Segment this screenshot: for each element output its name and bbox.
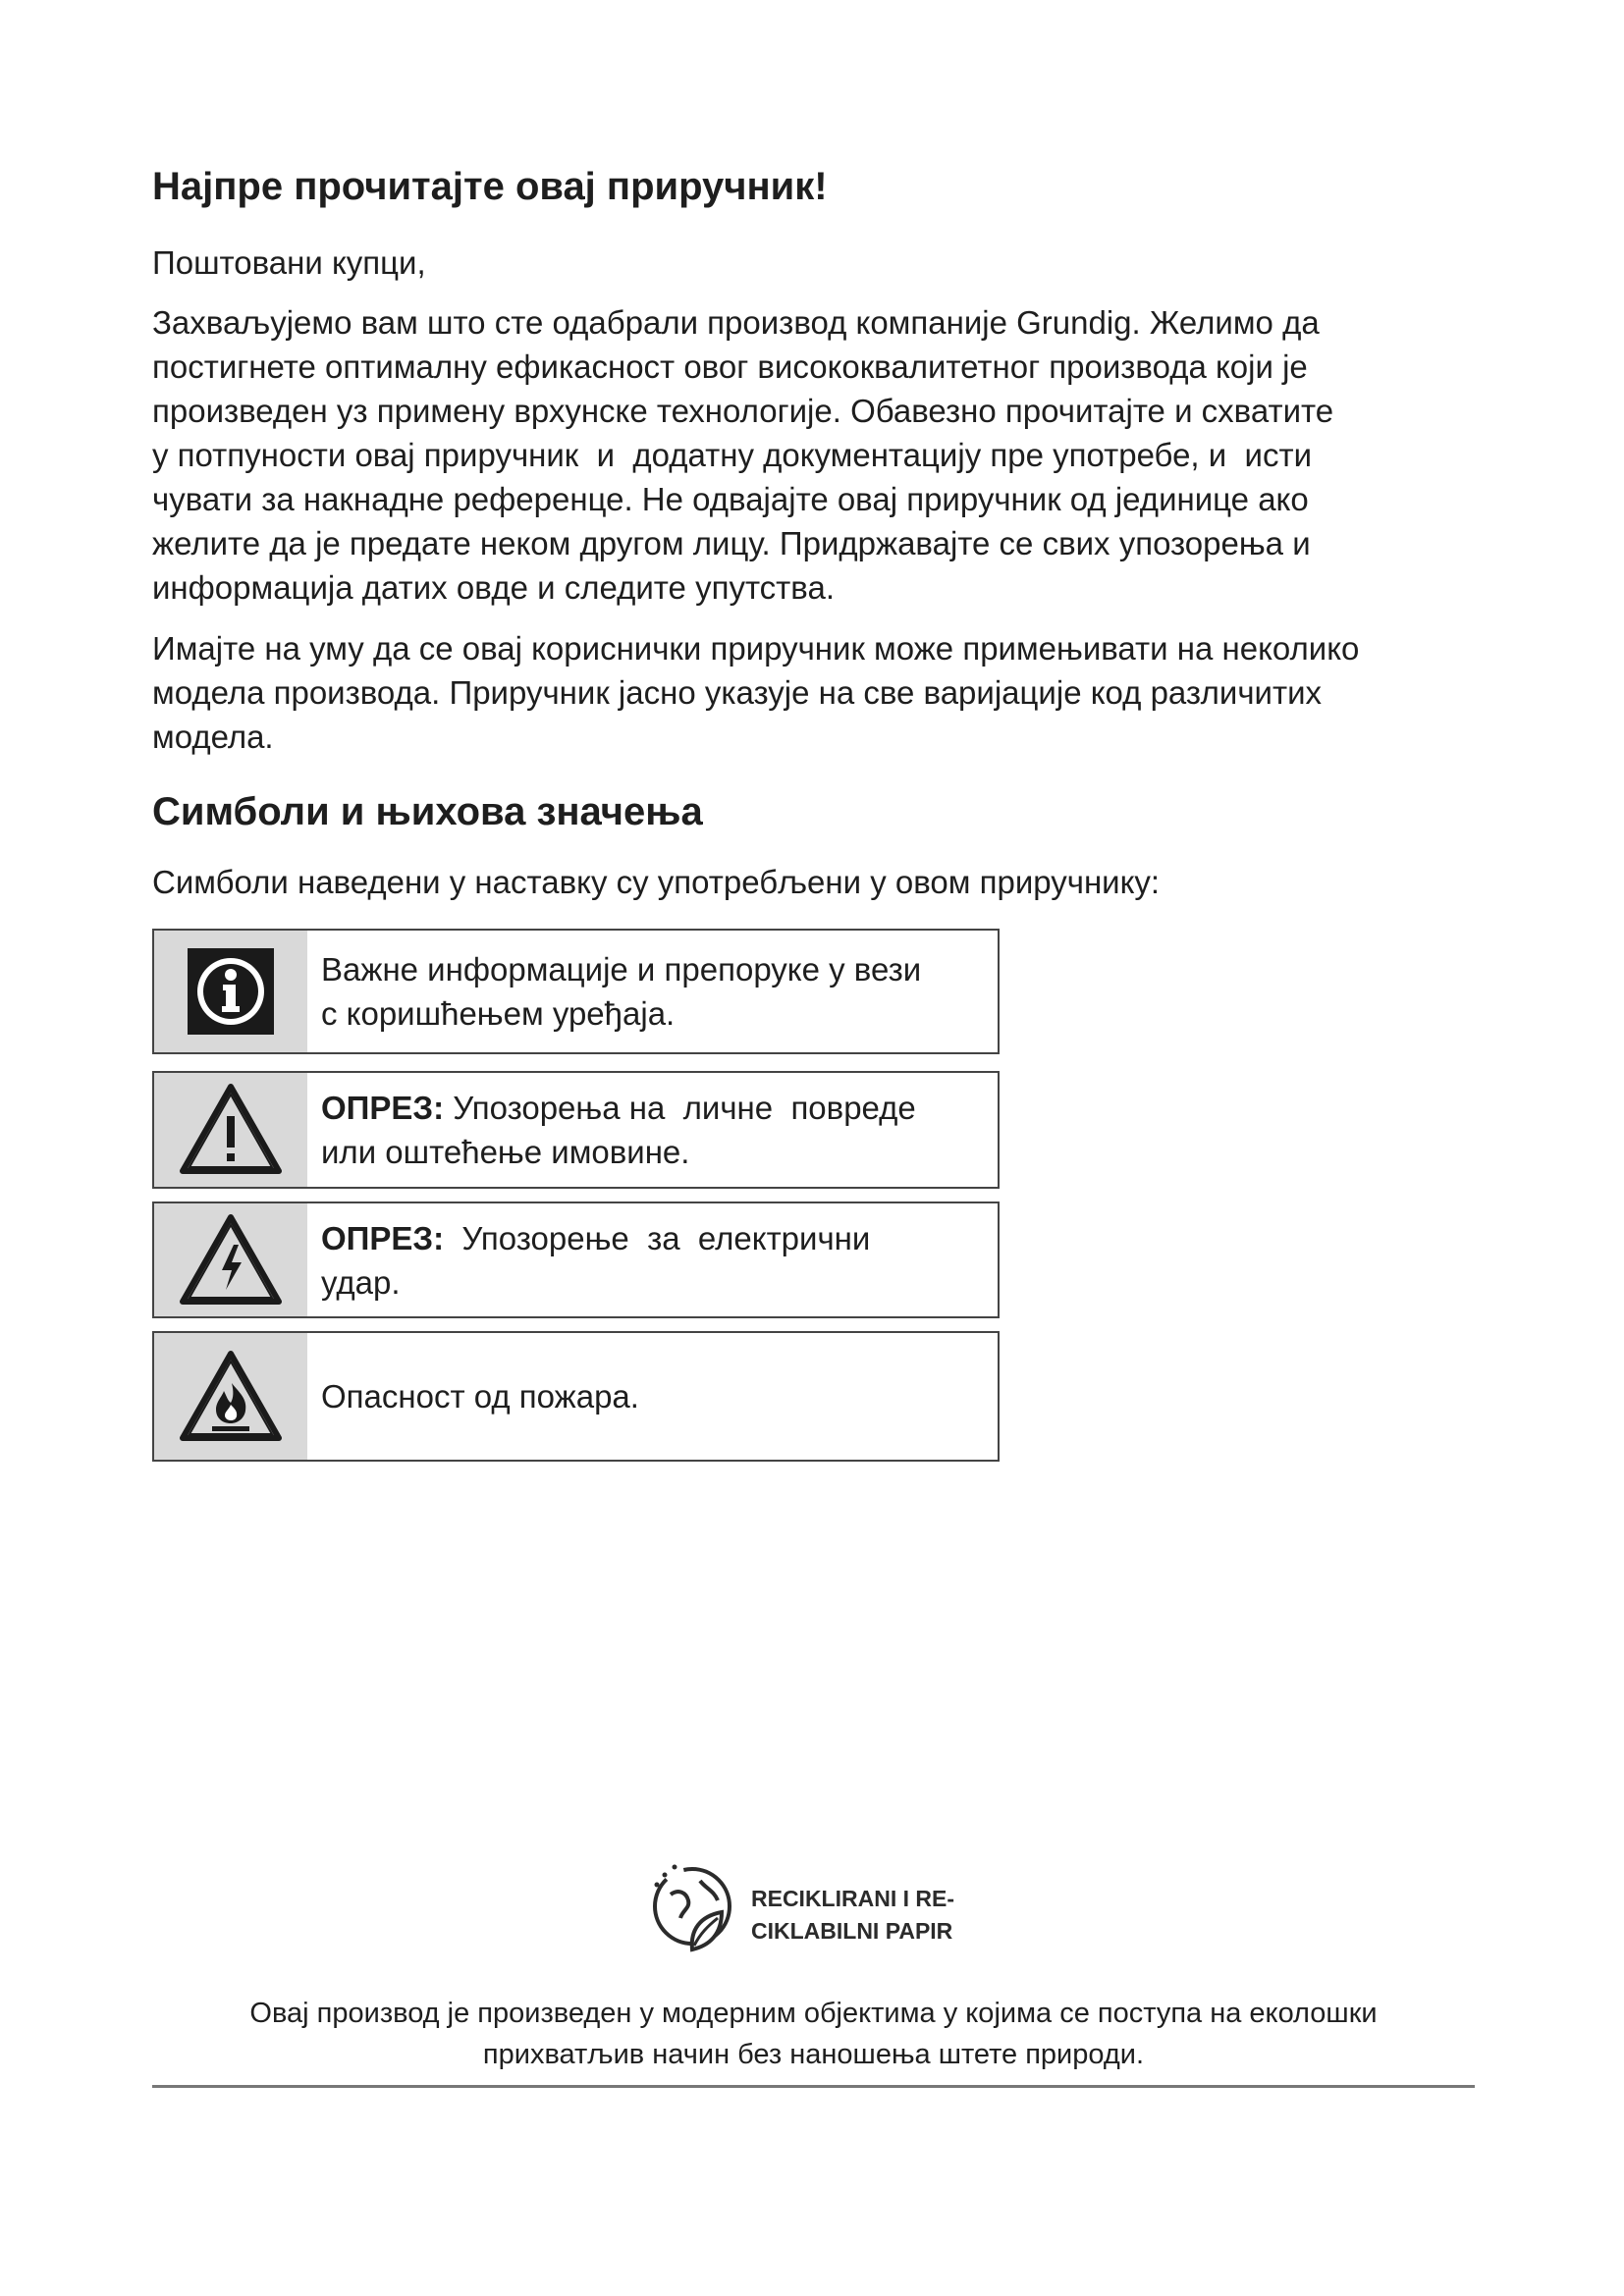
symbol-row-electric <box>152 1201 1000 1318</box>
electric-shock-icon <box>154 1203 307 1316</box>
intro-line: Захваљујемо вам што сте одабрали производ компаније Grundig. Желимо да <box>152 304 1320 341</box>
models-paragraph <box>152 626 1359 759</box>
eco-line: прихватљив начин без наношења штете природи. <box>482 2039 1145 2070</box>
electric-description <box>307 1203 998 1316</box>
caution-line: или оштећење имовине. <box>321 1134 690 1170</box>
recycled-paper-badge <box>643 1855 997 1973</box>
fire-hazard-icon <box>154 1333 307 1460</box>
intro-line: у потпуности овај приручник и додатну документацију пре употребе, и исти <box>152 437 1313 473</box>
section-title-symbols: Симболи и њихова значења <box>152 790 703 833</box>
recycled-line: CIKLABILNI PAPIR <box>751 1918 953 1944</box>
models-line: Имајте на уму да се овај кориснички приручник може примењивати на неколико <box>152 630 1360 667</box>
info-icon <box>154 931 307 1052</box>
footer-divider <box>152 2085 1475 2088</box>
recycled-paper-label <box>751 1883 954 1948</box>
eco-statement <box>152 1993 1475 2075</box>
symbols-intro: Симболи наведени у наставку су употребљени у овом приручнику: <box>152 864 1161 900</box>
electric-label: ОПРЕЗ: <box>321 1219 445 1256</box>
models-line: модела. <box>152 719 274 755</box>
warning-triangle-icon <box>154 1073 307 1187</box>
caution-line: Упозорења на личне повреде <box>444 1090 916 1126</box>
info-line: с коришћењем уређаја. <box>321 995 676 1032</box>
page-title: Најпре прочитајте овај приручник! <box>152 165 828 208</box>
caution-label: ОПРЕЗ: <box>321 1090 445 1126</box>
models-line: модела производа. Приручник јасно указује на све варијације код различитих <box>152 674 1323 711</box>
intro-line: постигнете оптималну ефикасност овог висококвалитетног производа који је <box>152 348 1308 385</box>
intro-line: информација датих овде и следите упутства. <box>152 569 835 606</box>
electric-line: удар. <box>321 1263 401 1301</box>
fire-line: Опасност од пожара. <box>321 1378 639 1415</box>
recycled-paper-icon <box>643 1855 741 1963</box>
intro-paragraph <box>152 300 1333 610</box>
symbol-row-fire <box>152 1331 1000 1462</box>
recycled-line: RECIKLIRANI I RE- <box>751 1886 954 1911</box>
symbol-row-info <box>152 929 1000 1054</box>
intro-line: желите да је предате неком другом лицу. Придржавајте се свих упозорења и <box>152 525 1311 561</box>
eco-line: Овај производ је произведен у модерним објектима у којима се поступа на еколошки <box>249 1998 1378 2029</box>
info-description <box>307 931 998 1052</box>
intro-line: произведен уз примену врхунске технологије. Обавезно прочитајте и схватите <box>152 393 1334 429</box>
intro-line: чувати за накнадне референце. Не одвајајте овај приручник од јединице ако <box>152 481 1309 517</box>
greeting: Поштовани купци, <box>152 244 426 281</box>
info-line: Важне информације и препоруке у вези <box>321 951 922 988</box>
electric-line: Упозорење за електрични <box>444 1219 871 1256</box>
symbol-row-caution <box>152 1071 1000 1189</box>
caution-description <box>307 1073 998 1187</box>
fire-description <box>307 1333 998 1460</box>
